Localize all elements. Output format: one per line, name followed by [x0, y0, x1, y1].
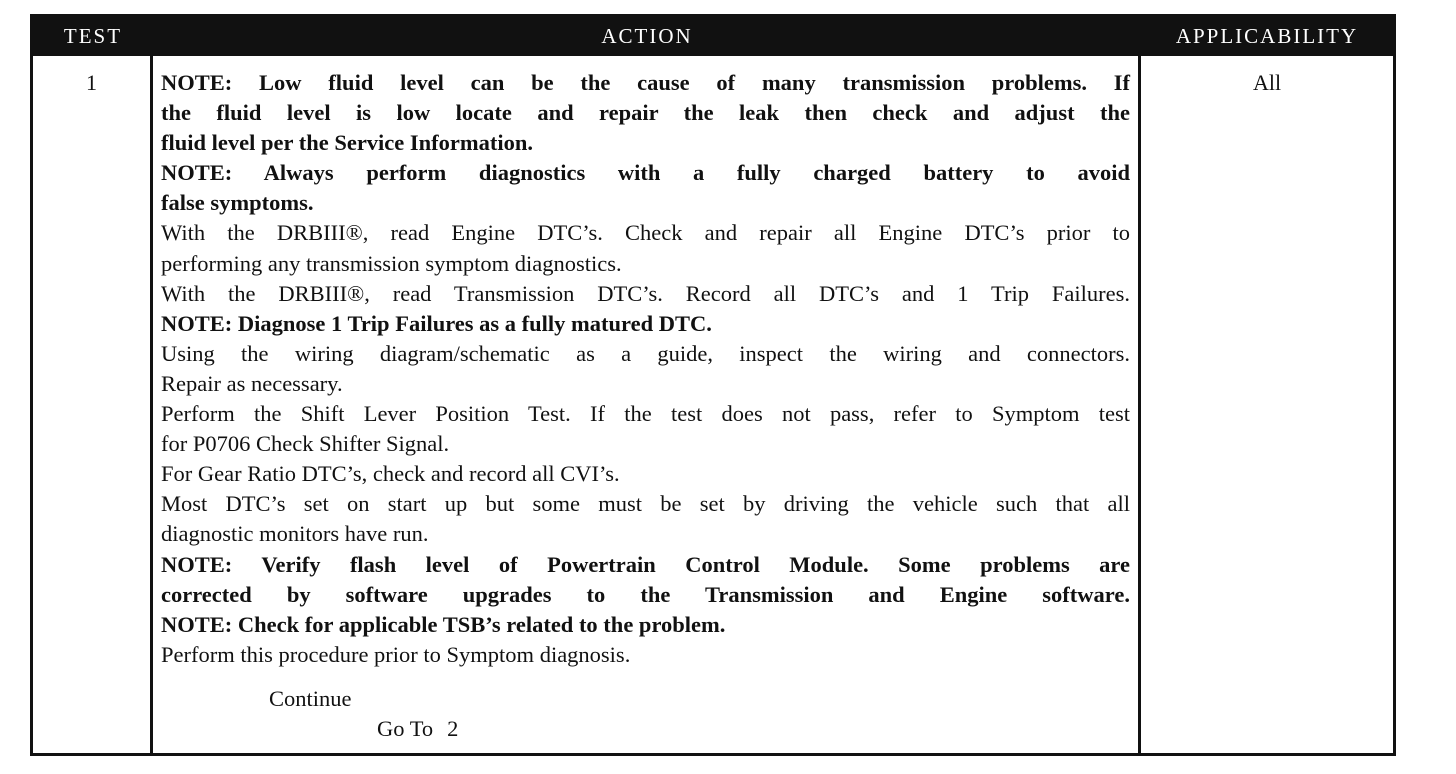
- test-number-cell: [33, 56, 153, 753]
- goto-label: Go To: [377, 716, 434, 741]
- continue-label: Continue: [269, 686, 352, 711]
- header-test: TEST: [33, 17, 153, 56]
- note-tsb-line: NOTE: Check for applicable TSB’s related to the problem.: [161, 611, 726, 637]
- note-battery-line-1: NOTE: Always perform diagnostics with a fully charged battery to avoid: [161, 160, 1130, 186]
- engine-dtc-line-2: performing any transmission symptom diagnostics.: [161, 250, 622, 276]
- engine-dtc-line-1: With the DRBIII®, read Engine DTC’s. Check and repair all Engine DTC’s prior to: [161, 220, 1130, 246]
- note-battery-line-2: false symptoms.: [161, 190, 314, 216]
- wiring-line-2: Repair as necessary.: [161, 370, 343, 396]
- header-action: ACTION: [153, 17, 1141, 56]
- test-number: 1: [86, 70, 97, 95]
- applicability-cell: [1141, 56, 1393, 753]
- goto-test-number: 2: [447, 716, 459, 741]
- startup-dtc-line-1: Most DTC’s set on start up but some must be set by driving the vehicle such that all: [161, 491, 1130, 517]
- goto-link[interactable]: [377, 714, 458, 744]
- diagnostic-test-table: [30, 14, 1396, 756]
- shift-lever-line-2: for P0706 Check Shifter Signal.: [161, 431, 450, 457]
- startup-dtc-line-2: diagnostic monitors have run.: [161, 521, 429, 547]
- note-flash-level-line-1: NOTE: Verify flash level of Powertrain Control Module. Some problems are: [161, 551, 1130, 577]
- applicability-value: All: [1252, 70, 1282, 95]
- shift-lever-line-1: Perform the Shift Lever Position Test. If the test does not pass, refer to Symptom test: [161, 401, 1130, 427]
- procedure-line: Perform this procedure prior to Symptom diagnosis.: [161, 641, 631, 667]
- header-applicability: APPLICABILITY: [1141, 17, 1393, 56]
- note-flash-level-line-2: corrected by software upgrades to the Transmission and Engine software.: [161, 581, 1130, 607]
- note-low-fluid-line-1: NOTE: Low fluid level can be the cause of many transmission problems. If: [161, 70, 1130, 95]
- gear-ratio-line: For Gear Ratio DTC’s, check and record all CVI’s.: [161, 461, 620, 487]
- note-low-fluid-line-3: fluid level per the Service Information.: [161, 130, 534, 156]
- transmission-dtc-line: With the DRBIII®, read Transmission DTC’s. Record all DTC’s and 1 Trip Failures.: [161, 280, 1130, 306]
- wiring-line-1: Using the wiring diagram/schematic as a guide, inspect the wiring and connectors.: [161, 340, 1130, 366]
- action-cell: [153, 56, 1141, 753]
- note-low-fluid-line-2: the fluid level is low locate and repair the leak then check and adjust the: [161, 100, 1130, 126]
- note-trip-failures-line: NOTE: Diagnose 1 Trip Failures as a fully matured DTC.: [161, 310, 712, 336]
